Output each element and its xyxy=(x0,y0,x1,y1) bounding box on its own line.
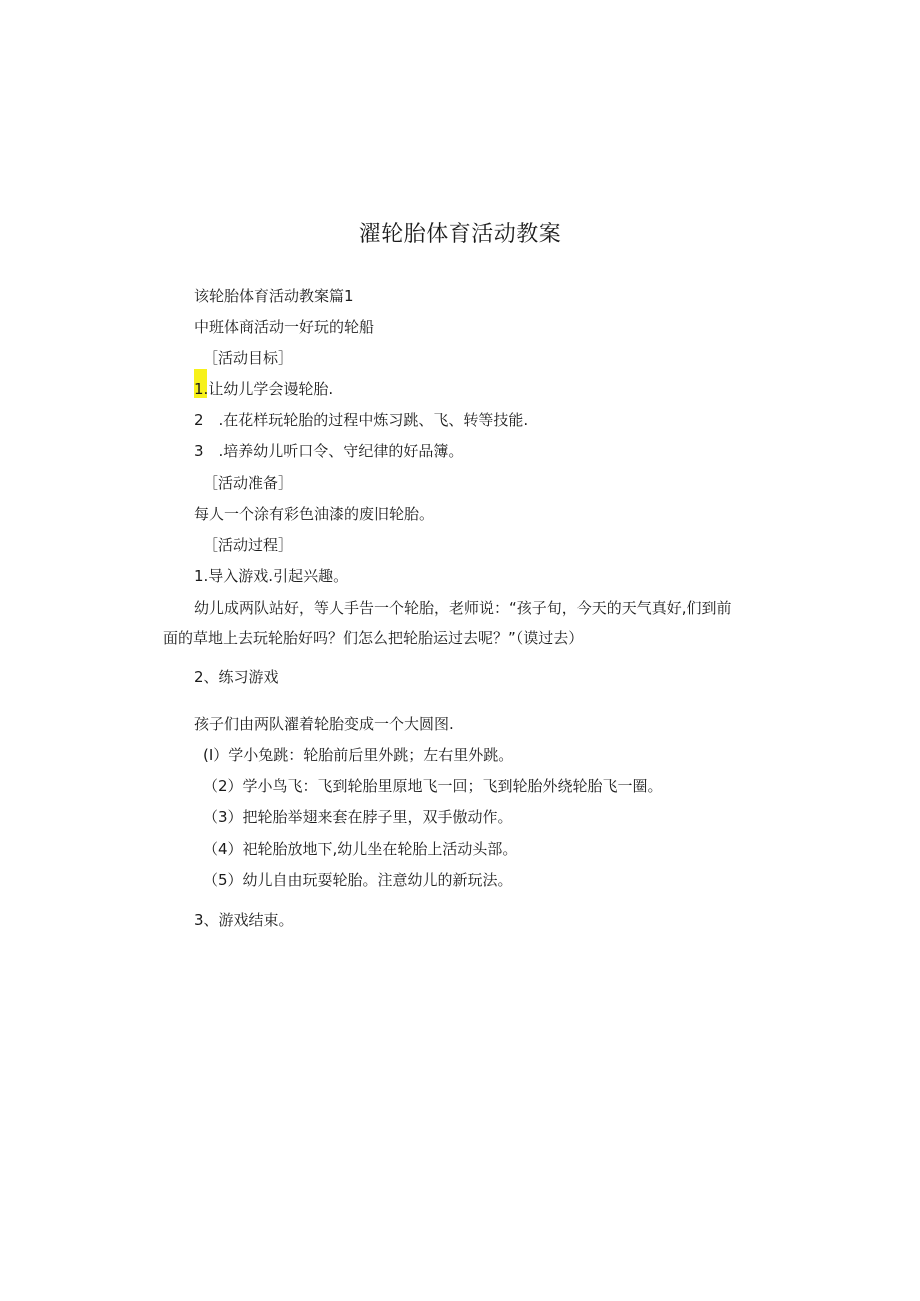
game-item-2: （2）学小鸟飞：飞到轮胎里原地飞一回；飞到轮胎外绕轮胎飞一圈。 xyxy=(203,777,663,795)
goal-item-2: 2 .在花样玩轮胎的过程中炼习跳、飞、转等技能. xyxy=(194,411,529,429)
goal-item-1-text: 让幼儿学会谩轮胎. xyxy=(208,380,334,398)
document-title: 濯轮胎体育活动教案 xyxy=(358,222,562,247)
paragraph-line-1: 幼儿成两队站好，等人手告一个轮胎，老师说：“孩子旬，今天的天气真好,们到前 xyxy=(194,599,732,617)
goal-heading: ［活动目标］ xyxy=(203,349,294,367)
section-heading: 该轮胎体育活动教案篇1 xyxy=(194,287,354,305)
process-heading: ［活动过程］ xyxy=(203,536,294,554)
game-intro: 孩子们由两队濯着轮胎变成一个大圆图. xyxy=(194,715,454,733)
goal-item-1-number: 1. xyxy=(194,380,209,398)
prep-heading: ［活动准备］ xyxy=(203,474,294,492)
game-item-5: （5）幼儿自由玩耍轮胎。注意幼儿的新玩法。 xyxy=(203,871,513,889)
goal-item-1 xyxy=(194,378,333,400)
goal-item-3: 3 .培养幼儿听口令、守纪律的好品簿。 xyxy=(194,442,464,460)
process-step-2: 2、练习游戏 xyxy=(194,668,279,686)
game-item-1: (I）学小兔跳：轮胎前后里外跳；左右里外跳。 xyxy=(203,746,514,764)
game-item-4: （4）祀轮胎放地下,幼儿坐在轮胎上活动头部。 xyxy=(203,840,518,858)
paragraph-line-2: 面的草地上去玩轮胎好吗？们怎么把轮胎运过去呢？”（谟过去） xyxy=(163,629,584,647)
activity-title: 中班体商活动一好玩的轮船 xyxy=(194,318,375,336)
prep-text: 每人一个涂有彩色油漆的废旧轮胎。 xyxy=(194,505,435,523)
process-step-3: 3、游戏结束。 xyxy=(194,911,294,929)
process-step-1: 1.导入游戏.引起兴趣。 xyxy=(194,567,349,585)
game-item-3: （3）把轮胎举翅来套在脖子里，双手傲动作。 xyxy=(203,808,513,826)
